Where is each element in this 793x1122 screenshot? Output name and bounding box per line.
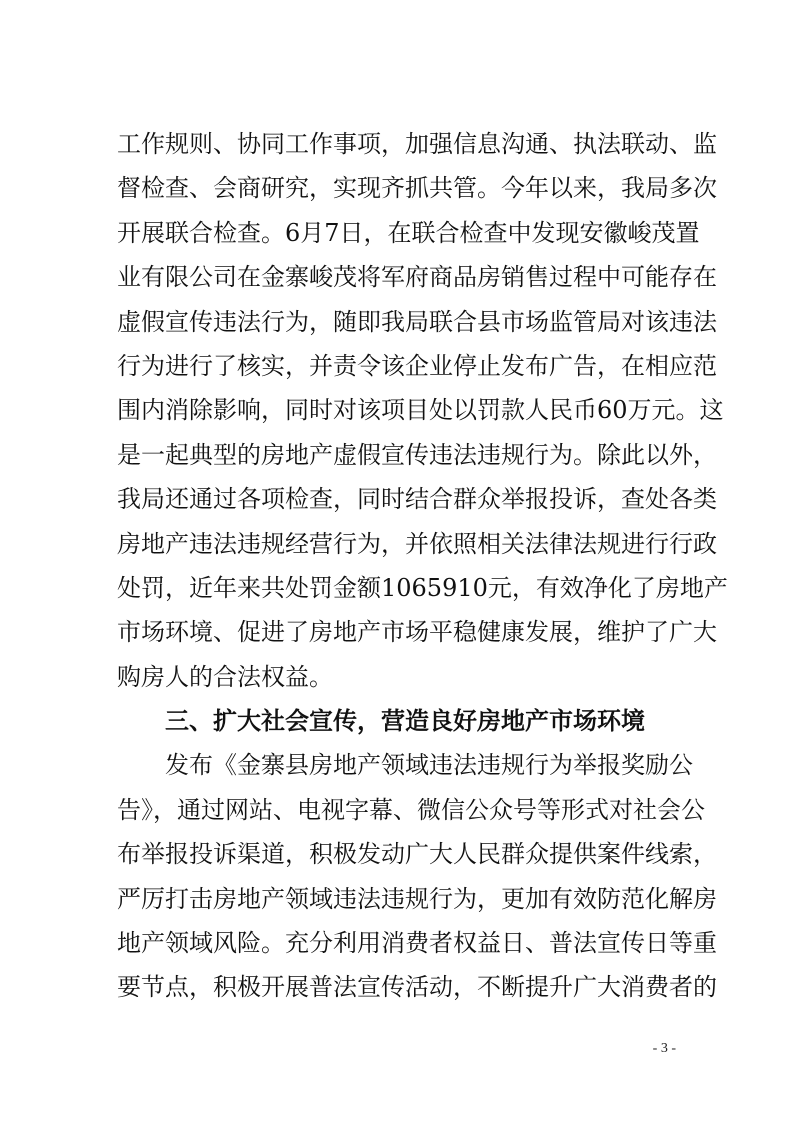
text-line: 工作规则、协同工作事项，加强信息沟通、执法联动、监	[117, 130, 717, 158]
text-line: 发布《金寨县房地产领域违法违规行为举报奖励公	[165, 751, 693, 780]
text-line: 要节点，积极开展普法宣传活动，不断提升广大消费者的	[117, 973, 717, 1002]
text-line: 告》，通过网站、电视字幕、微信公众号等形式对社会公	[117, 795, 705, 824]
text-line: 开展联合检查。6月7日，在联合检查中发现安徽峻茂置	[117, 218, 700, 247]
text-line: 督检查、会商研究，实现齐抓共管。今年以来，我局多次	[117, 174, 717, 203]
section-three-heading: 三、扩大社会宣传，营造良好房地产市场环境	[165, 707, 645, 736]
text-line: 业有限公司在金寨峻茂将军府商品房销售过程中可能存在	[117, 263, 717, 292]
text-line: 我局还通过各项检查，同时结合群众举报投诉，查处各类	[117, 485, 717, 514]
text-line: 严厉打击房地产领域违法违规行为，更加有效防范化解房	[117, 884, 717, 913]
text-line: 虚假宣传违法行为，随即我局联合县市场监管局对该违法	[117, 307, 717, 336]
section-two-tail-paragraph	[117, 122, 728, 699]
text-line: 地产领域风险。充分利用消费者权益日、普法宣传日等重	[117, 929, 717, 958]
text-line: 购房人的合法权益。	[117, 662, 333, 691]
text-line: 围内消除影响，同时对该项目处以罚款人民币60万元。这	[117, 396, 724, 425]
text-line: 是一起典型的房地产虚假宣传违法违规行为。除此以外，	[117, 440, 717, 469]
page-number: - 3 -	[652, 1041, 676, 1056]
section-three-paragraph	[117, 743, 717, 1009]
document-body	[117, 122, 728, 1010]
text-line: 市场环境、促进了房地产市场平稳健康发展，维护了广大	[117, 618, 717, 647]
text-line: 处罚，近年来共处罚金额1065910元，有效净化了房地产	[117, 573, 728, 602]
text-line: 行为进行了核实，并责令该企业停止发布广告，在相应范	[117, 351, 717, 380]
text-line: 布举报投诉渠道，积极发动广大人民群众提供案件线索，	[117, 840, 717, 869]
text-line: 房地产违法违规经营行为，并依照相关法律法规进行行政	[117, 529, 717, 558]
